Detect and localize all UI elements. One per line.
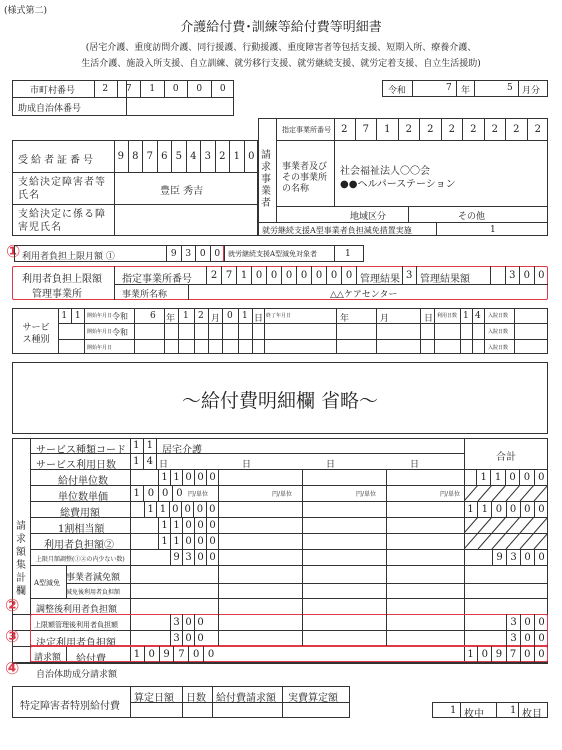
page-total[interactable]: 1 <box>450 705 457 716</box>
row-after-mgmt-label: 上限額管理後利用者負担額 <box>34 621 118 629</box>
row-service-days-label: サービス利用日数 <box>36 460 116 471</box>
mgmt-number[interactable]: 2 7 1 0 0 0 0 0 0 0 <box>206 266 356 284</box>
service-days-value[interactable]: 1 4 <box>130 453 156 469</box>
page-number[interactable]: 1 <box>510 705 517 716</box>
month-label: 月分 <box>522 86 541 96</box>
disabled-name[interactable]: 豊臣 秀吉 <box>160 186 204 197</box>
row-units-label: 給付単位数 <box>58 476 108 487</box>
region-label: 地域区分 <box>350 212 387 222</box>
circle-2-marker: ② <box>5 596 20 616</box>
days-label: 日 <box>159 460 169 470</box>
benefit-value[interactable]: 1 0 9 7 0 0 <box>130 646 218 662</box>
reduction-label: 就労継続支援A型事業者負担減免措置実施 <box>262 226 412 235</box>
row-decided-label: 決定利用者負担額 <box>36 638 116 649</box>
service-code-value[interactable]: 1 1 <box>130 438 156 453</box>
form-subtitle-2: 生活介護、施設入所支援、自立訓練、就労移行支援、就労継続支援、就労定着支援、自立生活援助) <box>81 59 481 69</box>
circle-4-marker: ④ <box>5 659 20 679</box>
mgmt-amount[interactable]: 3 0 0 <box>490 266 548 284</box>
limit-amount[interactable]: 9 3 0 0 <box>166 245 224 262</box>
service-era-2: 令和 <box>112 328 128 337</box>
row-adjusted-label: 調整後利用者負担額 <box>36 605 118 615</box>
limit-a-value[interactable]: 1 <box>345 249 351 259</box>
municipality-label: 市町村番号 <box>30 86 76 96</box>
y-label: 年 <box>166 314 176 324</box>
row-after-waiver-label: 減免後利用者負担額 <box>66 589 121 596</box>
after-mgmt-value[interactable]: 3 0 0 <box>170 614 206 630</box>
start-date-label: 開始年月日 <box>87 313 113 319</box>
service-days-2[interactable]: 4 <box>475 311 481 321</box>
total-cost-value[interactable]: 1 1 0 0 0 0 <box>144 501 218 517</box>
start-month-2[interactable]: 2 <box>198 311 204 321</box>
mgmt-no-label: 指定事業所番号 <box>122 274 192 285</box>
service-label: サービス種別 <box>22 323 50 345</box>
total-decided[interactable]: 3 0 0 <box>506 630 548 646</box>
subsidy-label: 助成自治体番号 <box>18 104 82 114</box>
total-cost-total[interactable]: 1 1 0 0 0 0 <box>464 501 548 517</box>
units-value[interactable]: 1 1 0 0 0 <box>158 469 218 485</box>
municipality-number[interactable]: 2 7 1 0 0 0 <box>94 80 234 97</box>
limit-label: 利用者負担上限月額 ① <box>22 252 115 262</box>
special-header-days: 日数 <box>186 693 206 704</box>
era-label: 令和 <box>388 86 407 96</box>
row-waiver-label: 事業者減免額 <box>66 573 121 583</box>
reduction-value[interactable]: 1 <box>490 225 496 235</box>
claim-label: 請求額 <box>34 653 62 663</box>
provider-no-label: 指定事業所番号 <box>282 126 331 134</box>
row-limit-adjust-label: 上限月額調整(①②の内少ない数) <box>36 556 125 563</box>
start-date-label-2: 開始年月日 <box>87 329 113 335</box>
special-label: 特定障害者特別給付費 <box>20 701 120 712</box>
special-header-claim: 給付費請求額 <box>216 693 276 704</box>
user-burden-value[interactable]: 1 1 0 0 0 <box>158 533 218 549</box>
page-of-label: 枚中 <box>464 709 484 720</box>
provider-name-2[interactable]: ●●ヘルパーステーション <box>340 179 456 190</box>
row-unit-price-label: 単位数単価 <box>58 492 108 503</box>
total-benefit[interactable]: 1 0 9 7 0 0 <box>464 646 548 662</box>
total-units[interactable]: 1 1 0 0 0 <box>476 469 548 485</box>
circle-1-marker: ① <box>6 242 21 262</box>
provider-number[interactable]: 2 7 1 2 2 2 2 2 2 2 <box>334 118 548 140</box>
page-label: 枚目 <box>522 709 542 720</box>
row-subsidy-label: 自治体助成分請求額 <box>36 670 118 680</box>
circle-3-marker: ③ <box>5 627 20 647</box>
form-title: 介護給付費･訓練等給付費等明細書 <box>180 20 382 35</box>
provider-name-label: 事業者及びその事業所の名称 <box>282 162 328 194</box>
month-value[interactable]: 5 <box>507 83 513 93</box>
unit-price-unit-2: 円/単位 <box>272 491 293 498</box>
region-value[interactable]: その他 <box>458 212 486 222</box>
mgmt-result-label: 管理結果 <box>360 274 400 285</box>
hospital-days-label-2: 入院日数 <box>488 329 509 335</box>
recipient-label: 受給者証番号 <box>18 155 96 166</box>
unit-price-unit-4: 円/単位 <box>440 491 461 498</box>
mgmt-amount-label: 管理結果額 <box>420 274 470 285</box>
year-value[interactable]: 7 <box>446 83 452 93</box>
provider-name-1[interactable]: 社会福祉法人〇〇会 <box>340 166 430 177</box>
unit-price-unit: 円/単位 <box>188 491 209 498</box>
ten-percent-value[interactable]: 1 1 0 0 0 <box>158 517 218 533</box>
mgmt-label-2: 管理事業所 <box>32 289 82 300</box>
total-label: 合計 <box>496 452 516 463</box>
hospital-days-label-3: 入院日数 <box>488 345 509 351</box>
total-after-mgmt[interactable]: 3 0 0 <box>506 614 548 630</box>
limit-a-label: 就労継続支援A型減免対象者 <box>228 250 318 258</box>
limit-adjust-value[interactable]: 9 3 0 0 <box>170 549 218 565</box>
mgmt-label-1: 利用者負担上限額 <box>22 274 102 285</box>
hospital-days-label: 入院日数 <box>488 313 509 319</box>
mgmt-office[interactable]: △△ケアセンター <box>330 290 398 300</box>
mgmt-office-label: 事業所名称 <box>122 290 168 300</box>
decided-value[interactable]: 3 0 0 <box>170 630 206 646</box>
row-benefit-label: 給付費 <box>76 654 106 665</box>
end-date-label: 終了年月日 <box>266 313 292 319</box>
banner-text: ～給付費明細欄 省略～ <box>181 390 379 412</box>
provider-vertical-label: 請求事業者 <box>261 150 271 209</box>
disabled-label: 支給決定障害者等氏名 <box>18 177 106 201</box>
a-type-label: A型減免 <box>34 579 61 587</box>
total-adjust[interactable]: 9 3 0 0 <box>492 549 548 565</box>
start-year[interactable]: 6 <box>150 311 156 321</box>
year-label: 年 <box>461 86 471 96</box>
mgmt-burden-highlight <box>30 614 548 646</box>
start-month-1[interactable]: 1 <box>183 311 189 321</box>
row-total-cost-label: 総費用額 <box>60 508 100 519</box>
row-ten-percent-label: 1割相当額 <box>58 524 105 535</box>
form-label: (様式第二) <box>4 6 48 16</box>
row-user-burden-label: 利用者負担額② <box>44 540 114 551</box>
form-subtitle-1: (居宅介護、重度訪問介護、同行援護、行動援護、重度障害者等包括支援、短期入所、療養介護、 <box>85 43 477 53</box>
start-day-1[interactable]: 0 <box>227 311 233 321</box>
mgmt-result[interactable]: 3 <box>406 270 413 281</box>
total-hatch <box>464 485 548 549</box>
service-era: 令和 <box>112 312 128 321</box>
service-days-1[interactable]: 1 <box>463 311 469 321</box>
start-day-2[interactable]: 1 <box>242 311 248 321</box>
special-header-actual: 実費算定額 <box>288 693 338 704</box>
billing-vertical-label: 請求額集計欄 <box>16 521 26 597</box>
service-code-1[interactable]: 1 1 <box>58 308 84 323</box>
special-header-daily: 算定日額 <box>134 693 174 704</box>
row-service-code-label: サービス種類コード <box>36 445 126 456</box>
unit-price-unit-3: 円/単位 <box>356 491 377 498</box>
recipient-number[interactable]: 9 8 7 6 5 4 3 2 1 0 <box>114 140 258 172</box>
service-type-name[interactable]: 居宅介護 <box>162 445 202 456</box>
start-date-label-3: 開始年月日 <box>87 345 113 351</box>
unit-price-value[interactable]: 1 0 0 0 <box>130 485 186 501</box>
child-label: 支給決定に係る障害児氏名 <box>18 209 106 233</box>
